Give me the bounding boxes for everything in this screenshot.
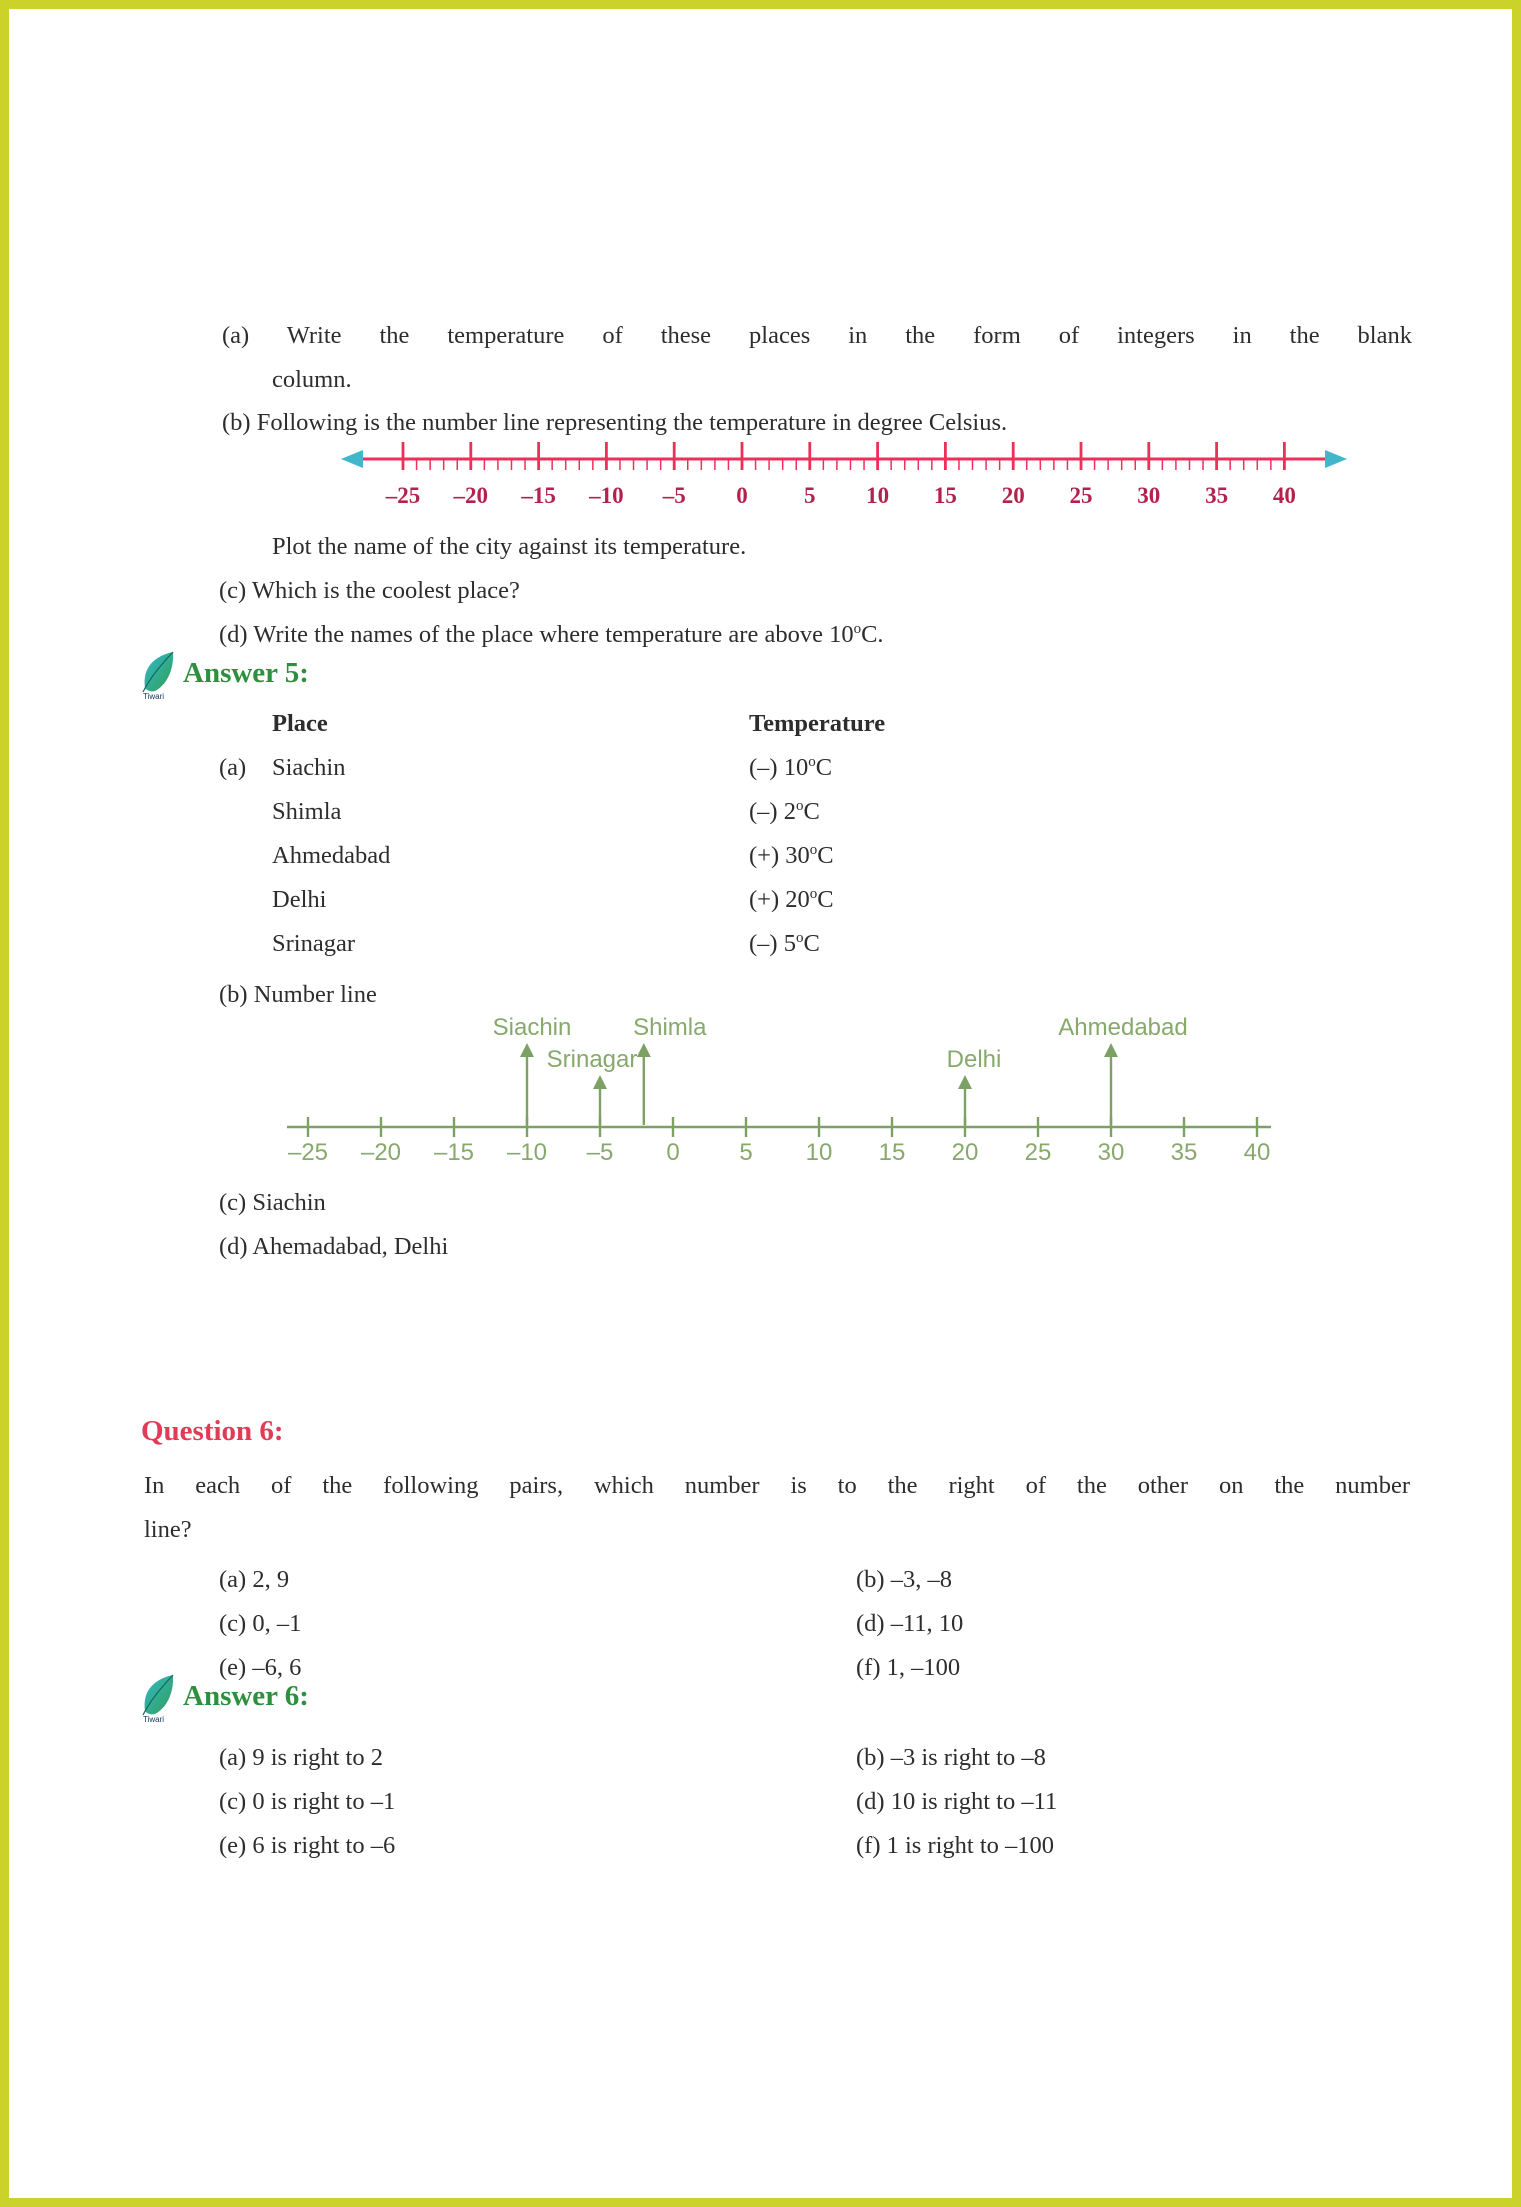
axis-label: 20 — [1001, 483, 1025, 508]
axis-label: –25 — [385, 483, 421, 508]
temperature-cell — [749, 885, 834, 915]
pair-right: (f) 1 is right to –100 — [856, 1832, 1055, 1859]
axis-label: –5 — [586, 1139, 614, 1166]
question5-part-a — [222, 314, 1412, 402]
question6-heading: Question 6: — [141, 1415, 284, 1447]
temperature-cell — [749, 797, 820, 827]
part-a-line1: (a) Write the temperature of these places in the form of integers in the blank — [222, 322, 1412, 349]
temp-value: (+) 20 — [749, 886, 810, 913]
pair-left: (a) 9 is right to 2 — [219, 1744, 383, 1771]
question5-part-b: (b) Following is the number line representing the temperature in degree Celsius. — [222, 409, 1008, 436]
left-arrowhead-icon — [341, 450, 363, 468]
degree-sup: o — [853, 620, 862, 637]
pair-right: (d) 10 is right to –11 — [856, 1788, 1058, 1815]
table-row — [9, 885, 1512, 925]
logo-text: Tiwari — [143, 1715, 165, 1723]
axis-label: 30 — [1097, 1139, 1125, 1166]
temperature-cell — [749, 929, 820, 959]
axis-label: 25 — [1069, 483, 1093, 508]
axis-label: 25 — [1024, 1139, 1052, 1166]
temp-value: (+) 30 — [749, 842, 810, 869]
table-row — [9, 797, 1512, 837]
temp-unit: C — [817, 886, 834, 913]
axis-label: –10 — [589, 483, 624, 508]
part-d-text: (d) Write the names of the place where temperature are above 10 — [219, 621, 854, 648]
axis-label: –10 — [506, 1139, 548, 1166]
leaf-shape — [145, 1675, 174, 1714]
question6-intro — [144, 1464, 1410, 1552]
axis-label: 30 — [1137, 483, 1161, 508]
plot-note: Plot the name of the city against its temperature. — [272, 533, 747, 560]
degree-sup: o — [809, 885, 818, 902]
city-marker — [547, 1046, 638, 1125]
axis-label: 35 — [1205, 483, 1229, 508]
place-cell: Delhi — [272, 886, 327, 913]
row-letter: (a) — [219, 754, 247, 781]
place-header: Place — [272, 710, 328, 737]
city-arrow-up-icon — [593, 1075, 607, 1089]
temp-unit: C — [803, 798, 820, 825]
red-line-ticks — [403, 442, 1284, 470]
temp-unit: C — [803, 930, 820, 957]
pair-right: (b) –3, –8 — [856, 1566, 952, 1593]
place-cell: Srinagar — [272, 930, 355, 957]
temperature-header: Temperature — [749, 710, 886, 737]
green-line-labels — [288, 1139, 1270, 1166]
pair-row — [9, 1565, 1512, 1605]
pair-right: (b) –3 is right to –8 — [856, 1744, 1046, 1771]
place-cell: Siachin — [272, 754, 346, 781]
place-cell: Shimla — [272, 798, 342, 825]
axis-label: 0 — [666, 1139, 680, 1166]
city-label: Siachin — [492, 1014, 572, 1041]
tiwari-leaf-icon — [139, 650, 179, 700]
answer6-heading: Answer 6: — [183, 1680, 309, 1712]
axis-label: 5 — [804, 483, 816, 508]
city-arrow-up-icon — [1104, 1043, 1118, 1057]
axis-label: 15 — [878, 1139, 906, 1166]
answer-row — [9, 1831, 1512, 1871]
part-a-line2: column. — [272, 366, 352, 393]
city-arrow-up-icon — [520, 1043, 534, 1057]
right-arrowhead-icon — [1325, 450, 1347, 468]
axis-label: 40 — [1243, 1139, 1271, 1166]
axis-label: –15 — [521, 483, 556, 508]
place-cell: Ahmedabad — [272, 842, 391, 869]
part-d-unit: C. — [861, 621, 884, 648]
question6-intro-line1: In each of the following pairs, which number is to the right of the other on the number — [144, 1472, 1410, 1499]
axis-label: 20 — [951, 1139, 979, 1166]
temp-value: (–) 5 — [749, 930, 796, 957]
axis-label: –20 — [453, 483, 489, 508]
logo-text: Tiwari — [143, 692, 165, 700]
tiwari-leaf-icon — [139, 1673, 179, 1723]
city-marker — [633, 1014, 707, 1125]
axis-label: 15 — [933, 483, 957, 508]
temp-value: (–) 2 — [749, 798, 796, 825]
answer-row — [9, 1743, 1512, 1783]
degree-sup: o — [795, 797, 804, 814]
city-label: Shimla — [633, 1014, 707, 1041]
pair-right: (f) 1, –100 — [856, 1654, 961, 1681]
answer5-part-c: (c) Siachin — [219, 1189, 326, 1216]
axis-label: 10 — [805, 1139, 833, 1166]
degree-sup: o — [808, 753, 816, 770]
answer5-part-d: (d) Ahemadabad, Delhi — [219, 1233, 449, 1260]
table-row — [9, 753, 1512, 793]
city-arrow-up-icon — [958, 1075, 972, 1089]
pair-left: (c) 0, –1 — [219, 1610, 302, 1637]
pair-row — [9, 1609, 1512, 1649]
answer-row — [9, 1787, 1512, 1827]
pair-left: (a) 2, 9 — [219, 1566, 290, 1593]
answer5-part-b-label: (b) Number line — [219, 981, 377, 1008]
degree-sup: o — [795, 929, 804, 946]
city-arrow-up-icon — [637, 1043, 651, 1057]
green-number-line — [279, 999, 1289, 1174]
temp-unit: C — [817, 842, 834, 869]
leaf-shape — [145, 652, 174, 691]
red-number-line — [339, 429, 1349, 514]
temperature-cell — [749, 753, 832, 783]
pair-left: (e) 6 is right to –6 — [219, 1832, 396, 1859]
axis-label: –20 — [360, 1139, 402, 1166]
axis-label: –5 — [662, 483, 686, 508]
pair-left: (e) –6, 6 — [219, 1654, 302, 1681]
axis-label: –15 — [433, 1139, 475, 1166]
red-line-labels — [385, 483, 1296, 508]
axis-label: –25 — [287, 1139, 329, 1166]
table-row — [9, 929, 1512, 969]
table-row — [9, 841, 1512, 881]
temperature-cell — [749, 841, 834, 871]
axis-label: 0 — [736, 483, 748, 508]
city-label: Ahmedabad — [1058, 1014, 1188, 1041]
axis-label: 40 — [1272, 483, 1296, 508]
pair-right: (d) –11, 10 — [856, 1610, 964, 1637]
question5-part-c: (c) Which is the coolest place? — [219, 577, 520, 604]
question6-intro-line2: line? — [144, 1516, 192, 1543]
city-marker — [1058, 1014, 1187, 1125]
axis-label: 10 — [866, 483, 890, 508]
city-label: Srinagar — [546, 1046, 638, 1073]
degree-sup: o — [809, 841, 818, 858]
city-marker — [947, 1046, 1002, 1125]
axis-label: 35 — [1170, 1139, 1198, 1166]
city-label: Delhi — [946, 1046, 1002, 1073]
axis-label: 5 — [739, 1139, 753, 1166]
question5-part-d — [219, 613, 884, 657]
temp-unit: C — [815, 754, 833, 781]
table-header-row — [9, 709, 1512, 749]
answer5-heading: Answer 5: — [183, 657, 309, 689]
pair-left: (c) 0 is right to –1 — [219, 1788, 396, 1815]
temp-value: (–) 10 — [749, 754, 809, 781]
